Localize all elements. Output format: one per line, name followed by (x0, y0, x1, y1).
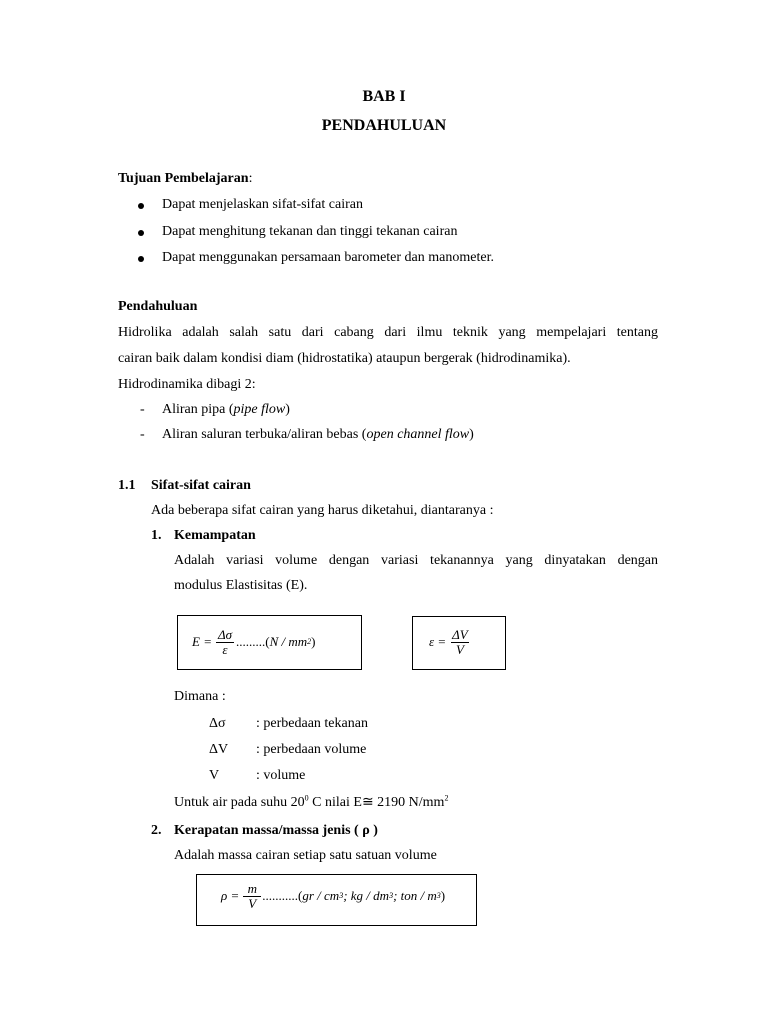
item-number: 2. (151, 823, 162, 838)
formula-dots: .........( (236, 634, 270, 650)
item-title (174, 823, 378, 839)
fraction (243, 882, 261, 910)
note-superscript: 0 (304, 793, 309, 803)
elasticity-formula-box (177, 615, 362, 670)
fraction (450, 628, 470, 656)
formula-unit: ; kg / dm (343, 888, 390, 904)
density-formula-box (196, 874, 477, 926)
note-text: C nilai E (308, 795, 362, 810)
formula-unit: gr / cm (302, 888, 340, 904)
intro-heading: Pendahuluan (118, 299, 198, 314)
definition-text: : perbedaan volume (256, 742, 367, 757)
fraction-denominator: V (243, 896, 261, 911)
fraction-numerator: Δσ (217, 627, 233, 642)
flow-type-end: ) (285, 402, 290, 417)
intro-paragraph-line: Hidrodinamika dibagi 2: (118, 377, 256, 392)
water-modulus-note (174, 794, 448, 811)
flow-type-text: Aliran pipa ( (162, 402, 234, 417)
item-description-line: Adalah massa cairan setiap satu satuan volume (174, 848, 437, 863)
bullet-icon (138, 256, 144, 262)
flow-type-end: ) (469, 427, 474, 442)
fraction-numerator: ΔV (452, 627, 468, 642)
elasticity-formula: E = $\frac{\Delta\sigma}{\varepsilon}$ .........( N / mm 2 ) (192, 627, 316, 657)
dash-marker: - (140, 427, 145, 442)
definition-symbol: ΔV (209, 742, 229, 757)
item-description-line: Adalah variasi volume dengan variasi tekanannya yang dinyatakan dengan (174, 553, 658, 568)
strain-formula-box (412, 616, 506, 670)
bullet-icon (138, 203, 144, 209)
flow-type-item (162, 402, 290, 418)
objectives-colon: : (248, 171, 253, 186)
note-text: Untuk air pada suhu 20 (174, 795, 305, 810)
dash-marker: - (140, 402, 145, 417)
flow-type-item (162, 427, 474, 443)
objective-item: Dapat menghitung tekanan dan tinggi tekanan cairan (162, 224, 458, 239)
fraction-denominator: V (451, 642, 469, 657)
formula-lhs: E = (192, 634, 212, 650)
formula-close: ) (440, 888, 446, 904)
objective-item: Dapat menjelaskan sifat-sifat cairan (162, 197, 363, 212)
objectives-heading: Tujuan Pembelajaran (118, 171, 249, 186)
definition-symbol: V (209, 768, 220, 783)
dimana-label: Dimana : (174, 689, 226, 704)
approx-symbol: ≅ (361, 795, 374, 810)
chapter-title: PENDAHULUAN (321, 117, 447, 134)
formula-lhs: ε = (429, 634, 447, 650)
item-title-text: ) (369, 823, 378, 838)
fraction-denominator: ε (216, 642, 234, 657)
note-superscript: 2 (444, 793, 449, 803)
definition-text: : volume (256, 768, 306, 783)
section-number: 1.1 (118, 478, 136, 493)
strain-formula (429, 628, 470, 656)
formula-lhs: ρ = (221, 888, 240, 904)
definition-text: : perbedaan tekanan (256, 716, 368, 731)
flow-type-term: pipe flow (233, 402, 286, 417)
fraction (216, 628, 234, 656)
formula-dots: ...........( (262, 888, 303, 904)
objective-item: Dapat menggunakan persamaan barometer dan manometer. (162, 250, 494, 265)
rho-symbol: ρ (362, 823, 370, 838)
intro-paragraph-line: cairan baik dalam kondisi diam (hidrostatika) ataupun bergerak (hidrodinamika). (118, 351, 571, 366)
formula-unit: N / mm (269, 634, 308, 650)
definition-symbol: Δσ (209, 716, 226, 731)
fraction-numerator: m (247, 881, 257, 896)
section-intro: Ada beberapa sifat cairan yang harus diketahui, diantaranya : (151, 503, 494, 518)
intro-paragraph-line: Hidrolika adalah salah satu dari cabang dari ilmu teknik yang mempelajari tentang (118, 325, 658, 340)
item-number: 1. (151, 528, 162, 543)
item-description-line: modulus Elastisitas (E). (174, 578, 308, 593)
formula-unit: ; ton / m (393, 888, 437, 904)
note-text: 2190 N/mm (373, 795, 445, 810)
item-title-text: Kerapatan massa/massa jenis ( (174, 823, 363, 838)
item-title: Kemampatan (174, 528, 256, 543)
section-title: Sifat-sifat cairan (151, 478, 251, 493)
objectives-heading-row (118, 171, 252, 187)
chapter-number: BAB I (362, 88, 406, 105)
density-formula: ρ = $\frac{m}{V}$ ...........( gr / cm 3 ; kg / dm 3 ; ton / m 3 ) (221, 881, 446, 911)
bullet-icon (138, 230, 144, 236)
formula-close: ) (311, 634, 316, 650)
flow-type-text: Aliran saluran terbuka/aliran bebas ( (162, 427, 367, 442)
flow-type-term: open channel flow (366, 427, 470, 442)
